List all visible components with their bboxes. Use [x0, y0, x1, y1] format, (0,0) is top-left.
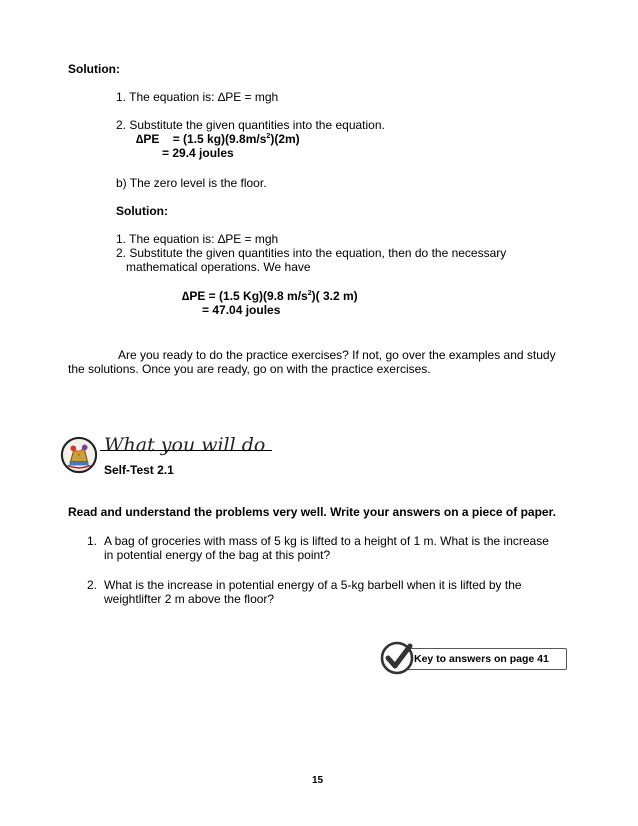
ready-paragraph-line2: the solutions. Once you are ready, go on with the practice exercises.	[68, 362, 431, 376]
page-number: 15	[312, 775, 324, 786]
equation-line-1	[136, 132, 300, 146]
equation-b-a: ∆PE = (1.5 Kg)(9.8 m/s	[182, 289, 308, 303]
question-2-line1: What is the increase in potential energy of a 5-kg barbell when it is lifted by the	[104, 578, 522, 592]
trophy-emblem-icon	[60, 436, 98, 474]
equation-rhs-a: = (1.5 kg)(9.8m/s	[172, 132, 267, 146]
equation-rhs-b: )(2m)	[270, 132, 300, 146]
substitute-step-2-b-line1: 2. Substitute the given quantities into the equation, then do the necessary	[116, 246, 507, 260]
title-underline	[100, 450, 272, 451]
section-title: What you will do	[104, 434, 266, 456]
equation-result-b: = 47.04 joules	[202, 303, 281, 317]
equation-line-b	[182, 289, 358, 303]
section-subtitle: Self-Test 2.1	[104, 463, 174, 477]
instructions: Read and understand the problems very well. Write your answers on a piece of paper.	[68, 505, 556, 519]
substitute-step-2: 2. Substitute the given quantities into the equation.	[116, 118, 385, 132]
question-1-line2: in potential energy of the bag at this point?	[104, 548, 331, 562]
question-1-line1: A bag of groceries with mass of 5 kg is lifted to a height of 1 m. What is the increase	[104, 534, 549, 548]
question-1-number: 1.	[87, 534, 98, 548]
solution-heading: Solution:	[68, 62, 120, 76]
superscript-b: 2	[307, 290, 312, 297]
equation-result-1: = 29.4 joules	[162, 146, 234, 160]
substitute-step-2-b-line2: mathematical operations. We have	[126, 260, 311, 274]
question-2-number: 2.	[87, 578, 98, 592]
ready-paragraph-line1: Are you ready to do the practice exercises? If not, go over the examples and study	[118, 348, 556, 362]
superscript: 2	[266, 133, 271, 140]
checkmark-badge-icon	[380, 641, 414, 675]
equation-lhs: ∆PE	[136, 132, 160, 146]
equation-step-1-b: 1. The equation is: ∆PE = mgh	[116, 232, 279, 246]
equation-b-b: )( 3.2 m)	[311, 289, 358, 303]
answer-key-box	[395, 648, 567, 670]
part-b-text: b) The zero level is the floor.	[116, 176, 267, 190]
question-2-line2: weightlifter 2 m above the floor?	[104, 592, 275, 606]
solution-heading-b: Solution:	[116, 204, 168, 218]
equation-step-1: 1. The equation is: ∆PE = mgh	[116, 90, 279, 104]
answer-key-label: Key to answers on page 41	[414, 653, 549, 665]
